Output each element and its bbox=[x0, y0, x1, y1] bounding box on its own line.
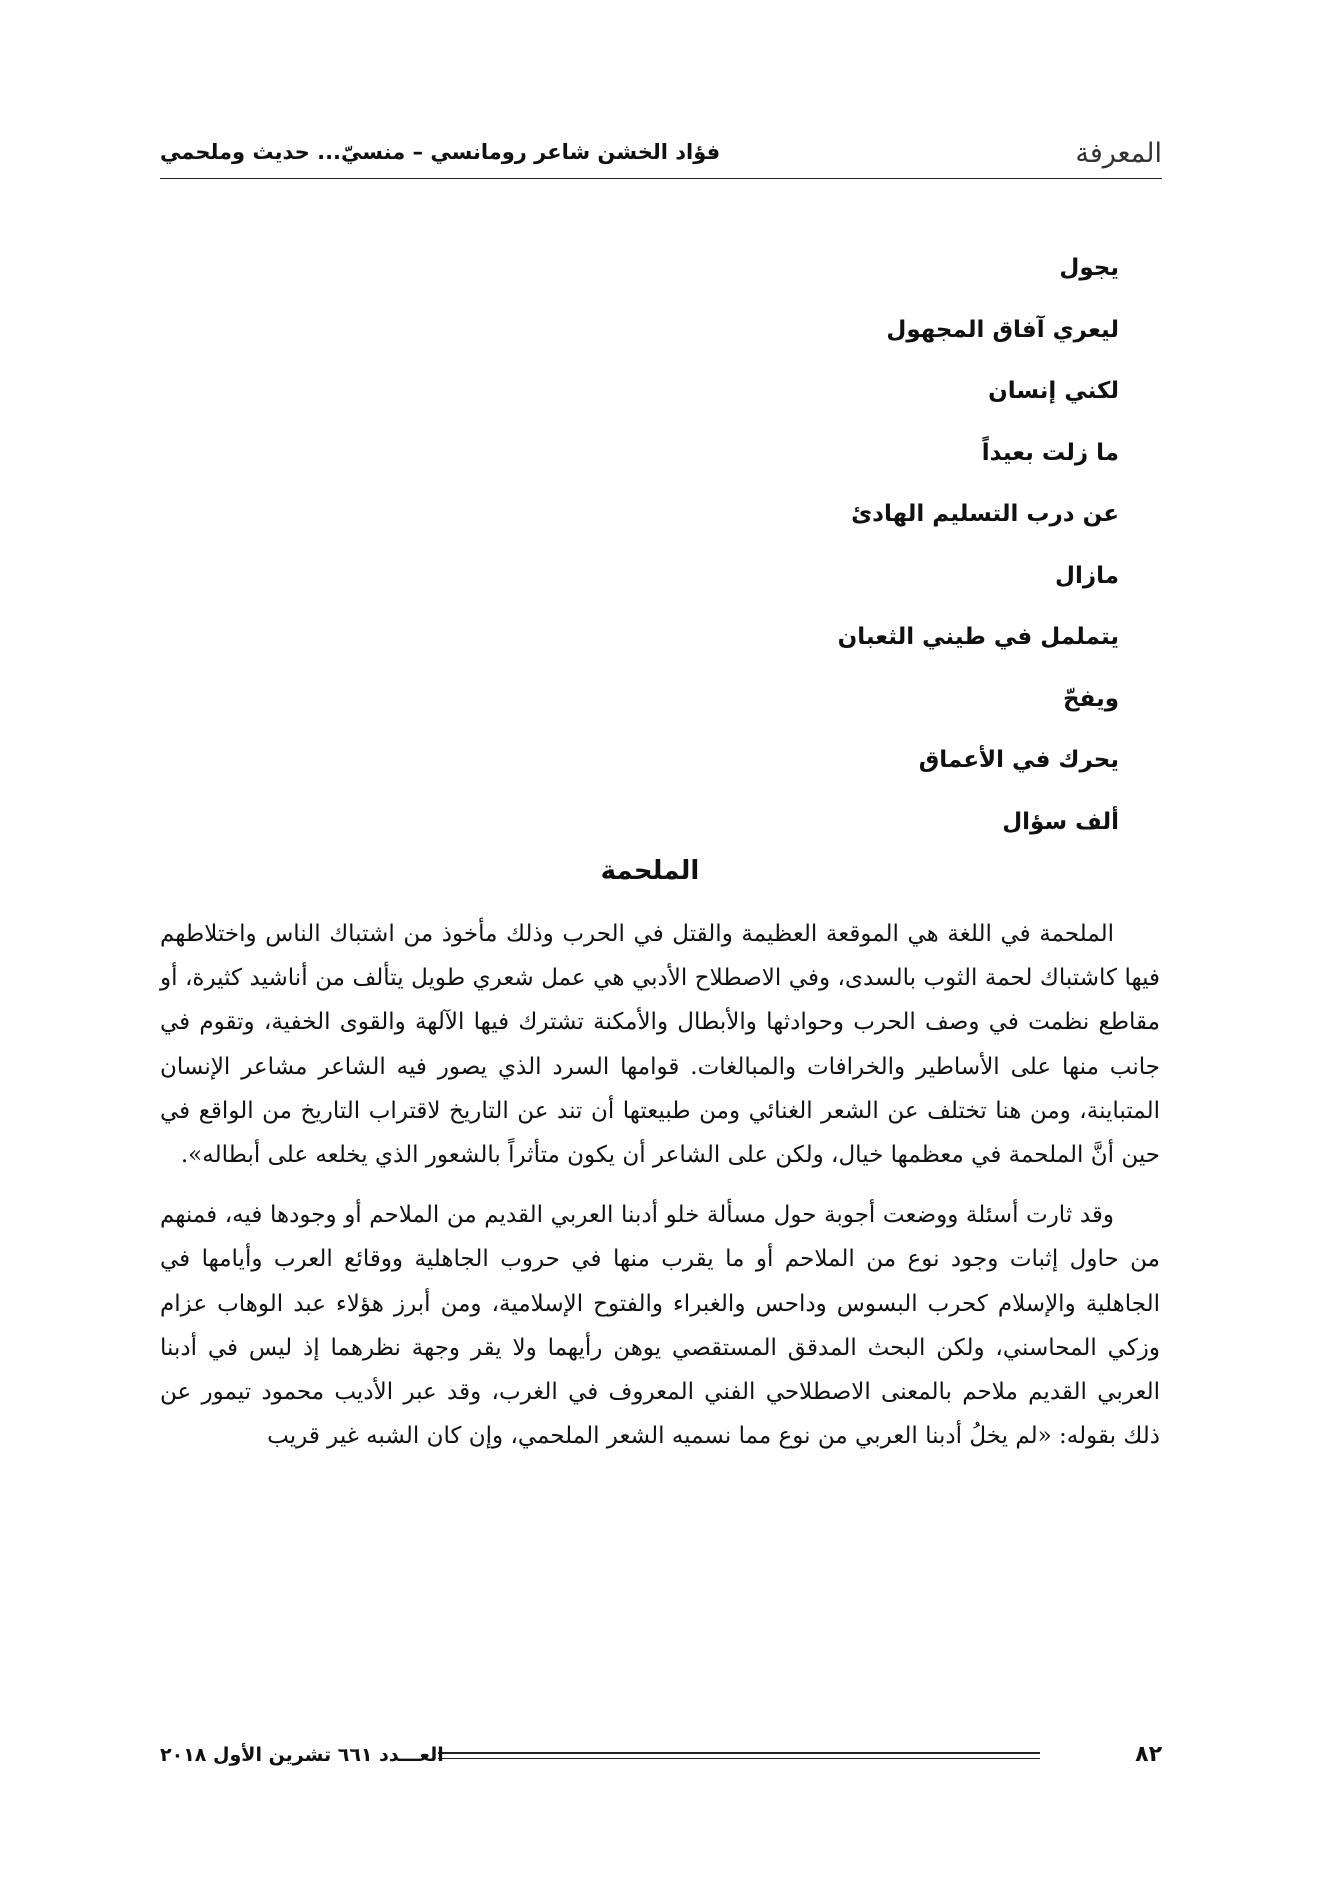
poem-line: ألف سؤال bbox=[1002, 808, 1119, 835]
poem-line: يجول bbox=[1059, 255, 1119, 281]
page-number: ٨٢ bbox=[1135, 1742, 1162, 1767]
header-divider bbox=[160, 178, 1162, 179]
poem-line: لكني إنسان bbox=[988, 378, 1119, 404]
page-footer bbox=[160, 1742, 1162, 1772]
poem-line: ويفحّ bbox=[1062, 685, 1119, 712]
section-heading: الملحمة bbox=[600, 856, 700, 886]
poem-stanza bbox=[519, 238, 1119, 853]
article-body bbox=[160, 912, 1160, 1474]
journal-logo: المعرفة bbox=[1075, 138, 1162, 169]
poem-line: مازال bbox=[1055, 562, 1119, 589]
body-paragraph: الملحمة في اللغة هي الموقعة العظيمة والقتل في الحرب وذلك مأخوذ من اشتباك الناس واختلاطهم فيها كاشتباك لحمة الثوب بالسدى، وفي الاصطلاح الأدبي هي عمل شعري طويل يتألف من أناشيد كثيرة، أو مقاطع نظمت في وصف الحرب وحوادثها والأبطال والأمكنة تشترك فيها الآلهة والقوى الخفية، وتقوم في جانب منها على الأساطير والخرافات والمبالغات. قوامها السرد الذي يصور فيه الشاعر مشاعر الإنسان المتباينة، ومن هنا تختلف عن الشعر الغنائي ومن طبيعتها أن تند عن التاريخ لاقتراب التاريخ من الواقع في حين أنَّ الملحمة في معظمها خيال، ولكن على الشاعر أن يكون متأثراً بالشعور الذي يخلعه على أبطاله». bbox=[160, 921, 1160, 1169]
body-paragraph: وقد ثارت أسئلة ووضعت أجوبة حول مسألة خلو أدبنا العربي القديم من الملاحم أو وجودها فيه، فمنهم من حاول إثبات وجود نوع من الملاحم أو ما يقرب منها في حروب الجاهلية ووقائع العرب وأيامها في الجاهلية والإسلام كحرب البسوس وداحس والغبراء والفتوح الإسلامية، ومن أبرز هؤلاء عبد الوهاب عزام وزكي المحاسني، ولكن البحث المدقق المستقصي يوهن رأيهما ولا يقر وجهة نظرهما إذ ليس في أدبنا العربي القديم ملاحم بالمعنى الاصطلاحي الفني المعروف في الغرب، وقد عبر الأديب محمود تيمور عن ذلك بقوله: «لم يخلُ أدبنا العربي من نوع مما نسميه الشعر الملحمي، وإن كان الشبه غير قريب bbox=[160, 1202, 1160, 1450]
poem-line: ليعري آفاق المجهول bbox=[886, 316, 1119, 343]
page-header bbox=[160, 138, 1162, 172]
poem-line: يتململ في طيني الثعبان bbox=[837, 624, 1119, 650]
running-title: فؤاد الخشن شاعر رومانسي – منسيّ... حديث وملحمي bbox=[160, 140, 721, 164]
poem-line: يحرك في الأعماق bbox=[918, 747, 1119, 773]
poem-line: عن درب التسليم الهادئ bbox=[851, 501, 1119, 527]
issue-info: العـــدد ٦٦١ تشرين الأول ٢٠١٨ bbox=[160, 1744, 444, 1766]
poem-line: ما زلت بعيداً bbox=[981, 439, 1119, 466]
